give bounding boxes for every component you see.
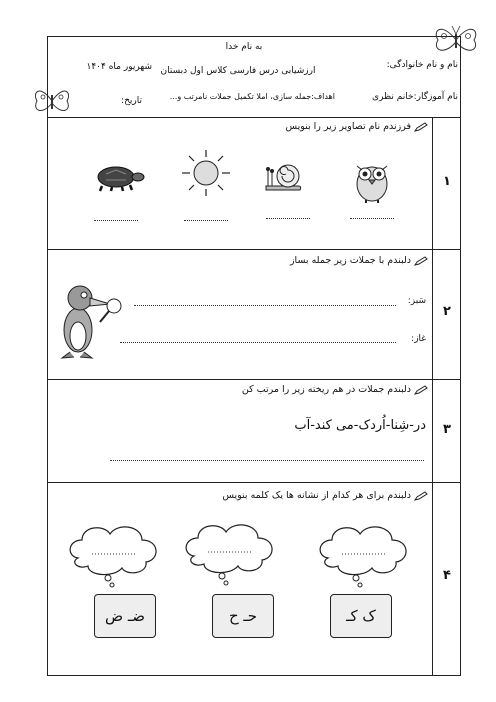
- scrambled-sentence: در-شِنا-اُردک-می کند-آب: [294, 418, 426, 433]
- answer-line-turtle: [94, 220, 138, 221]
- pencil-icon: [414, 256, 428, 266]
- question-4-title: [200, 490, 428, 501]
- letter-sign-he-text: حـ ح: [228, 607, 258, 625]
- answer-line-owl: [350, 218, 394, 219]
- teacher-name-label: نام آموزگار:خانم نظری: [372, 92, 458, 102]
- cartoon-bird-picture: [52, 278, 128, 362]
- answer-line-sun: [184, 220, 228, 221]
- word-sabz: سَبز:: [407, 296, 426, 306]
- q3-divider: [47, 482, 461, 483]
- pencil-icon: [414, 385, 428, 395]
- answer-line-sabz: [134, 305, 396, 306]
- q1-divider: [47, 249, 461, 250]
- exam-date: شهریور ماه ۱۴۰۴: [86, 62, 152, 72]
- letter-sign-kaf: [330, 594, 392, 638]
- basmala: به نام خدا: [225, 42, 263, 52]
- question-number-2: ۲: [443, 304, 451, 319]
- answer-line-ghaz: [120, 342, 396, 343]
- question-2-title: [200, 255, 428, 266]
- q2-divider: [47, 379, 461, 380]
- question-2-text: دلبندم با جملات زیر جمله بساز: [289, 255, 411, 266]
- sun-picture: [178, 148, 234, 198]
- header-divider: [47, 117, 461, 118]
- question-number-1: ۱: [443, 174, 451, 189]
- word-ghaz: غاز:: [411, 334, 426, 344]
- letter-sign-zad-text: ضـ ض: [104, 607, 146, 625]
- question-3-title: [200, 384, 428, 395]
- question-number-4: ۴: [443, 568, 451, 583]
- thought-cloud-middle: [180, 516, 280, 588]
- worksheet-title: ارزشیابی درس فارسی کلاس اول دبستان: [160, 66, 316, 76]
- question-number-3: ۳: [443, 422, 451, 437]
- pencil-icon: [414, 122, 428, 132]
- letter-sign-kaf-text: ک کـ: [346, 607, 376, 625]
- answer-line-sentence: [110, 460, 424, 461]
- letter-sign-zad: [94, 594, 156, 638]
- question-1-text: فرزندم نام تصاویر زیر را بنویس: [285, 121, 411, 132]
- date-label: تاریخ:: [121, 96, 142, 106]
- snail-picture: [262, 160, 304, 194]
- answer-line-snail: [266, 218, 310, 219]
- thought-cloud-right: [314, 518, 414, 590]
- student-name-label: نام و نام خانوادگی:: [386, 60, 458, 70]
- question-1-title: [200, 121, 428, 132]
- number-column-divider: [432, 117, 433, 676]
- turtle-picture: [92, 162, 146, 192]
- owl-picture: [352, 158, 392, 204]
- pencil-icon: [414, 491, 428, 501]
- thought-cloud-left: [64, 518, 164, 590]
- goals-text: اهداف:جمله سازی، املا تکمیل جملات نامرتب و...: [169, 92, 335, 101]
- question-4-text: دلبندم برای هر کدام از نشانه ها یک کلمه بنویس: [222, 490, 411, 501]
- question-3-text: دلبندم جملات در هم ریخته زیر را مرتب کن: [241, 384, 411, 395]
- letter-sign-he: [212, 594, 274, 638]
